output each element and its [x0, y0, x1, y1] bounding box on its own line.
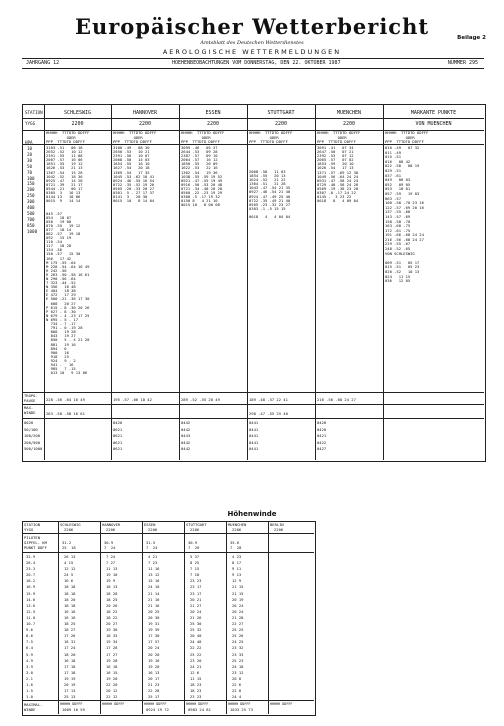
page-title: Europäischer Wetterbericht: [74, 14, 430, 39]
hw-maxhdr: HHHHH DDFFF: [228, 702, 251, 706]
table-column-line: [111, 104, 112, 460]
time-essen: 2200: [206, 121, 220, 127]
hw-maxhdr: HHHHH DDFFF: [270, 702, 293, 706]
hw-time-stuttgart: 2206: [190, 527, 200, 532]
hw-col-stuttgart: 5 37 8 25 7 15 7 18 23 23 23 17 23 17 20 21 21 27 20 24 21 26 25 30 25 32 20 40 24 40 22 22 25 22 23 20 24 21 12 6 11 15 18 23 18 23 23 23: [190, 554, 202, 700]
maxwind-stuttgart: 298 -47 -55 25 40: [249, 411, 288, 416]
beilage-label: Beilage 2: [457, 35, 486, 41]
time-muenchen: 2200: [342, 121, 356, 127]
column-header: HHHHH TTTDTD DDFFF ODER PPP TTTDTD DDFFF: [385, 130, 429, 145]
time-hannover: 2200: [138, 121, 152, 127]
hw-pilot-schleswig: 31.2 25 18: [62, 540, 76, 551]
table-column-line: [142, 521, 143, 714]
data-schleswig: 3103 -51 06 18 2652 -52 10 12 2391 -55 11 08 2067 -57 16 06 1851 -55 19 12 1626 -53 21 13 1367 -54 15 28 1042 -52 18 36 0925 -47 14 28 0721 -39 21 17 0544 -21 06 17 0305 3 16 13 0144 13 18 06 0015 9 14 14 045 -57 054 18 07 058 19 08 070 -55 19 12 077 18 14 082 -57 19 18 092 15 19 110 -54 117 18 28 134 -56 150 -57 15 30 166 17 42 M 175 -55 -64 M 228 -54 -64 16 49 R 242 -50 R 263 -50 -58 16 61 N 290 -56 -64 T 323 -44 -52 N 356 16 48 E 404 18 38 E 472 17 29 E 500 -21 -36 17 30 600 20 27 P 615 - 8 -30 20 26 P 627 - 8 -30 N 679 - 4 -23 17 25 N 695 - 5 - 17 734 - 7 -17 791 - 0 -19 28 800 19 28 843 19 27 850 5 - 4 21 20 881 19 16 894 6 900 16 918 25 924 9 - 2 941 - 16 985 7 -15 013 10 9 13 06: [46, 145, 90, 376]
hw-maxwinde-label: MAXIMAL- WINDE: [24, 702, 43, 712]
station-label: STATION: [25, 110, 43, 115]
layer-labels: 0020 50/100 100/200 200/500 500/1000: [24, 420, 43, 451]
hw-station-essen: ESSEN: [144, 522, 156, 527]
hw-maxhdr: HHHHH DDFFF: [186, 702, 209, 706]
column-header: HHHHH TTTDTD DDFFF ODER PPP TTTDTD DDFFF: [181, 130, 225, 145]
hw-max-schleswig: 1009 16 59: [62, 707, 85, 712]
data-muenchen: 3091 -41 07 34 2647 -50 07 21 2392 -53 07 12 2065 -57 07 02 1853 -59 20 10 1626 -54 17 13 1371 -57 -69 12 30 1049 -56 -64 24 24 0931 -47 -58 24 24 0729 -40 -58 24 28 0569 -19 -38 23 28 0307 -0 -17 24 22 0145 - 3 23 22 0018 8 4 09 04: [317, 145, 359, 204]
data-essen: 3099 -46 05 37 2644 -53 09 28 2387 -57 09 10 2064 -57 16 12 1850 -55 20 09 1622 -53 22 16 1362 -54 19 36 1038 -55 -59 19 52 0921 -47 -55 19 49 0916 -50 -53 20 48 0721 -34 -48 20 28 0560 -22 -23 19 29 0300 -5 -17 19 32 0150 8 4 21 10 0015 10 8 00 00: [181, 145, 223, 208]
hw-station-hannover: HANNOVER: [102, 522, 121, 527]
page-subtitle: Amtsblatt des Deutschen Wetterdienstes: [200, 40, 304, 46]
hw-maxhdr: HHHHH DDFFF: [144, 702, 167, 706]
table-column-line: [226, 521, 227, 714]
hpa-label: HPA: [25, 140, 33, 145]
hw-station-stuttgart: STUTTGART: [186, 522, 207, 527]
issue-number: NUMMER 295: [447, 60, 478, 66]
time-markante-punkte: VON MUENCHEN: [415, 121, 452, 127]
yygg-label: YYGG: [25, 121, 36, 126]
hw-col-essen: 4 21 7 23 11 16 13 12 15 16 24 10 21 14 21 16 21 16 20 25 20 30 19 31 19 39 17 30 17 57 20 24 20 20 19 16 19 20 16 13 20 17 21 23 22 28 25 17: [148, 554, 160, 700]
hw-pilot-essen: 31.5 7 24: [146, 540, 158, 551]
table-column-line: [100, 521, 101, 714]
layer-essen: 0442 0442 0443 0442 0442: [181, 420, 191, 451]
maxwind-schleswig: 263 -50 -58 16 61: [46, 411, 85, 416]
table-divider: [22, 118, 484, 119]
section-title: AEROLOGISCHE WETTERMELDUNGEN: [162, 48, 342, 56]
maxwinde-label: MAX- WINDE: [24, 405, 36, 415]
layer-stuttgart: 0441 0441 0441 0441 0441: [249, 420, 259, 451]
hw-col-schleswig: 26 13 4 15 12 12 24 5 16 6 18 18 18 18 18 20 18 18 16 16 16 16 18 25 18 27 17 26 16 31 17 24 18 20 16 18 17 18 17 18 19 19 20 19 17 13 25 13: [64, 554, 76, 700]
column-header: HHHHH TTTDTD DDFFF ODER PPP TTTDTD DDFFF: [249, 130, 293, 145]
time-stuttgart: 2200: [274, 121, 288, 127]
table-divider: [22, 533, 314, 534]
hw-col-muenchen: 4 23 8 17 9 11 9 13 12 9 21 15 21 15 20 19 20 24 20 24 21 28 22 27 25 25 25 26 24 25 23 32 23 33 25 23 24 18 23 12 20 8 22 6 22 8 24 4: [232, 554, 244, 700]
hw-time-berlin: 2206: [274, 527, 284, 532]
hpa-levels: 10 20 30 50 70 100 150 200 250 300 400 500 700 850 1000: [27, 146, 38, 234]
hw-station-schleswig: SCHLESWIG: [60, 522, 81, 527]
station-markante-punkte: MARKANTE PUNKTE: [410, 110, 457, 116]
table-divider: [22, 392, 484, 393]
time-schleswig: 2200: [71, 121, 84, 127]
tropo-stuttgart: 189 -48 -57 22 41: [249, 397, 288, 402]
hw-km-levels: 32.9 26.4 23.3 20.7 18.2 16.9 15.9 14.6 13.6 12.5 11.0 10.7 9.6 8.6 7.5 6.4 5.9 4.9 3.9 3.0 2.1 1.6 1.5 1.0: [26, 554, 36, 700]
layer-muenchen: 0420 0420 0421 0422 0427: [317, 420, 327, 451]
hw-max-stuttgart: 0983 24 81: [188, 707, 211, 712]
table-column-line: [179, 104, 180, 460]
hw-pilot-stuttgart: 30.9 7 26: [188, 540, 200, 551]
station-stuttgart: STUTTGART: [267, 110, 295, 116]
hw-station-muenchen: MUENCHEN: [228, 522, 247, 527]
hw-time-schleswig: 2206: [64, 527, 74, 532]
tropo-muenchen: 216 -56 -68 24 27: [317, 397, 356, 402]
observation-date: HOEHENBEOBACHTUNGEN VOM DONNERSTAG, DEN 22. OKTOBER 1987: [172, 60, 341, 66]
table-column-line: [315, 104, 316, 460]
column-header: HHHHH TTTDTD DDFFF ODER PPP TTTDTD DDFFF: [317, 130, 361, 145]
table-column-line: [268, 521, 269, 714]
hw-station-label: STATION YYGG: [24, 522, 41, 532]
bulletin-header-line: [22, 58, 484, 69]
table-column-line: [247, 104, 248, 460]
station-essen: ESSEN: [205, 110, 221, 116]
data-markante-punkte: 010 -49 07 32 011 -49 015 -51 016 08 42 022 -58 08 19 029 -51 037 -61 049 06 03 052 09 05 053 18 01 057 -59 19 03 063 -57 100 -58 -70 23 16 122 -57 -69 20 16 137 -55 -68 143 -57 -69 158 -58 -70 163 -60 -75 172 -61 -75 191 -66 -68 24 24 216 -56 -68 24 27 229 -55 -67 248 -52 -65 VON SCHLESWIG 009 -51 05 17 015 -51 05 23 020 -52 10 13 024 11 15 036 12 05: [385, 145, 424, 284]
hoehenwinde-title: Höhenwinde: [227, 510, 277, 518]
station-schleswig: SCHLESWIG: [63, 110, 92, 116]
column-header: HHHHH TTTDTD DDFFF ODER PPP TTTDTD DDFFF: [113, 130, 157, 145]
table-column-line: [383, 104, 384, 460]
hw-station-berlin: BERLIN: [270, 522, 284, 527]
table-divider: [22, 418, 484, 419]
station-hannover: HANNOVER: [132, 110, 158, 116]
tropo-schleswig: 228 -56 -64 16 49: [46, 397, 85, 402]
hw-maxhdr: HHHHH DDFFF: [60, 702, 83, 706]
tropo-essen: 289 -52 -55 20 49: [181, 397, 220, 402]
table-divider: [22, 404, 484, 405]
hw-maxhdr: HHHHH DDFFF: [102, 702, 125, 706]
hw-col-hannover: 7 24 7 27 11 13 19 10 19 9 18 13 18 28 18 25 20 26 18 22 18 22 20 27 19 30 18 33 19 34 17 28 17 27 19 28 16 18 16 15 19 20 22 20 20 12 22 12: [106, 554, 118, 700]
hw-pilot-muenchen: 35.6 7 28: [230, 540, 242, 551]
table-column-line: [58, 521, 59, 714]
table-column-line: [184, 521, 185, 714]
hw-max-muenchen: 1033 25 73: [230, 707, 253, 712]
station-muenchen: MUENCHEN: [336, 110, 362, 116]
hw-pilot-label: PILOTEN GIPFEL- KM PUNKT DDFF: [24, 535, 47, 551]
jahrgang: JAHRGANG 12: [26, 60, 60, 66]
hw-pilot-hannover: 30.9 7 24: [104, 540, 116, 551]
hw-time-muenchen: 2206: [232, 527, 242, 532]
layer-hannover: 0420 0621 0621 0621 0621: [113, 420, 123, 451]
data-hannover: 3100 -49 08 30 2650 -53 10 21 2391 -56 10 07 2068 -58 14 03 1854 -55 16 10 1627 -54 20 18 1369 -54 17 35 1045 -53 -62 18 41 0924 -46 -55 16 54 0722 -35 -52 19 20 0565 -20 -33 20 27 0301 5 - 27 17 37 0141 3 20 30 0015 10 8 14 04: [113, 145, 155, 204]
hw-time-hannover: 2206: [106, 527, 116, 532]
tropopause-label: TROPO- PAUSE: [24, 393, 38, 403]
hw-time-essen: 2206: [148, 527, 158, 532]
table-column-line: [44, 104, 45, 460]
column-header: HHHHH TTTDTD DDFFF ODER PPP TTTDTD DDFFF: [46, 130, 90, 145]
table-divider: [22, 552, 314, 553]
tropo-hannover: 195 -57 -66 18 42: [113, 397, 152, 402]
hw-max-essen: 0924 19 72: [146, 707, 169, 712]
data-stuttgart: 2068 -58 11 03 1854 -55 20 13 1624 -52 21 22 1364 -51 21 28 1043 -47 -54 21 35 0927 -46 -54 21 40 0924 -47 -49 25 40 0722 -35 -49 21 40 0565 -23 -32 23 27 0303 -1 -5 15 15 0018 4 4 04 04: [249, 169, 291, 220]
